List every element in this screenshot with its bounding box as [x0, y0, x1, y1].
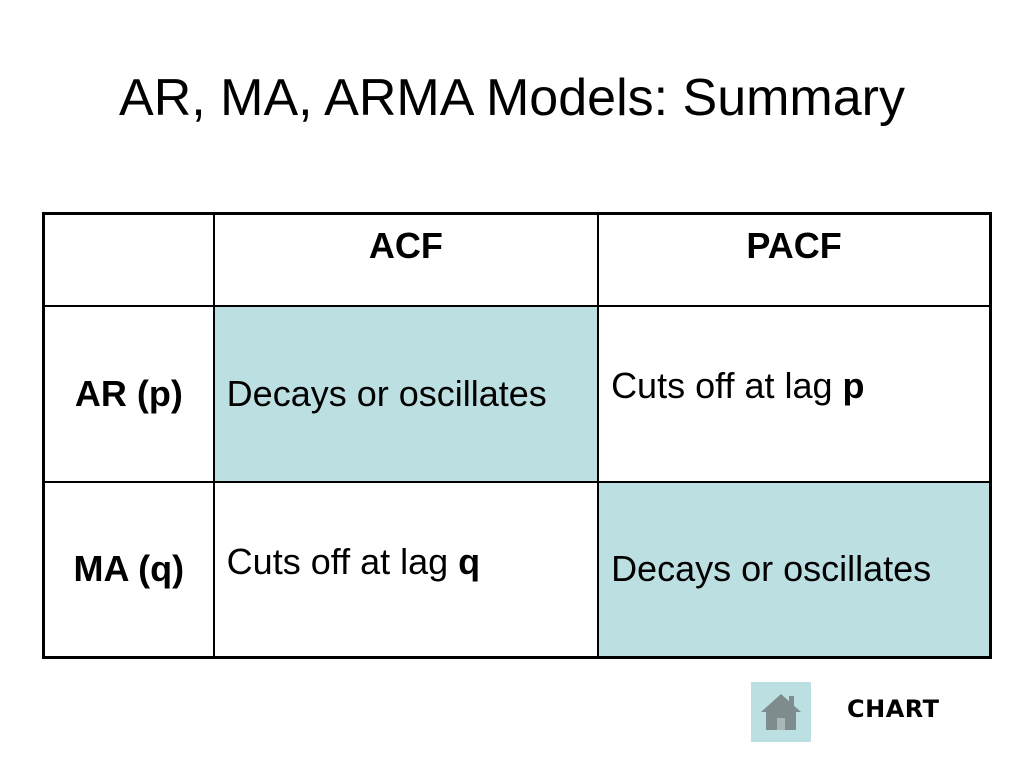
table-header-row [44, 214, 991, 306]
table-corner-cell [44, 214, 214, 306]
home-button[interactable] [751, 682, 811, 742]
table-row-ma [44, 482, 991, 658]
slide-navigation [751, 682, 940, 742]
acf-header: ACF [214, 214, 598, 306]
pacf-header: PACF [598, 214, 990, 306]
ar-pacf-text: Cuts off at lag [611, 364, 843, 406]
slide-title: AR, MA, ARMA Models: Summary [119, 69, 905, 127]
ar-pacf-lag: p [842, 364, 865, 406]
row-label-ar: AR (p) [44, 306, 214, 482]
chart-link[interactable]: CHART [847, 695, 940, 723]
ar-acf-cell: Decays or oscillates [214, 306, 598, 482]
table-row-ar [44, 306, 991, 482]
ar-pacf-cell [598, 306, 990, 482]
ma-acf-text: Cuts off at lag [226, 540, 459, 582]
row-label-ma: MA (q) [44, 482, 214, 658]
ma-acf-cell [214, 482, 598, 658]
ma-acf-lag: q [458, 540, 481, 582]
home-icon [759, 690, 803, 734]
summary-table [42, 212, 992, 659]
ma-pacf-cell: Decays or oscillates [598, 482, 990, 658]
